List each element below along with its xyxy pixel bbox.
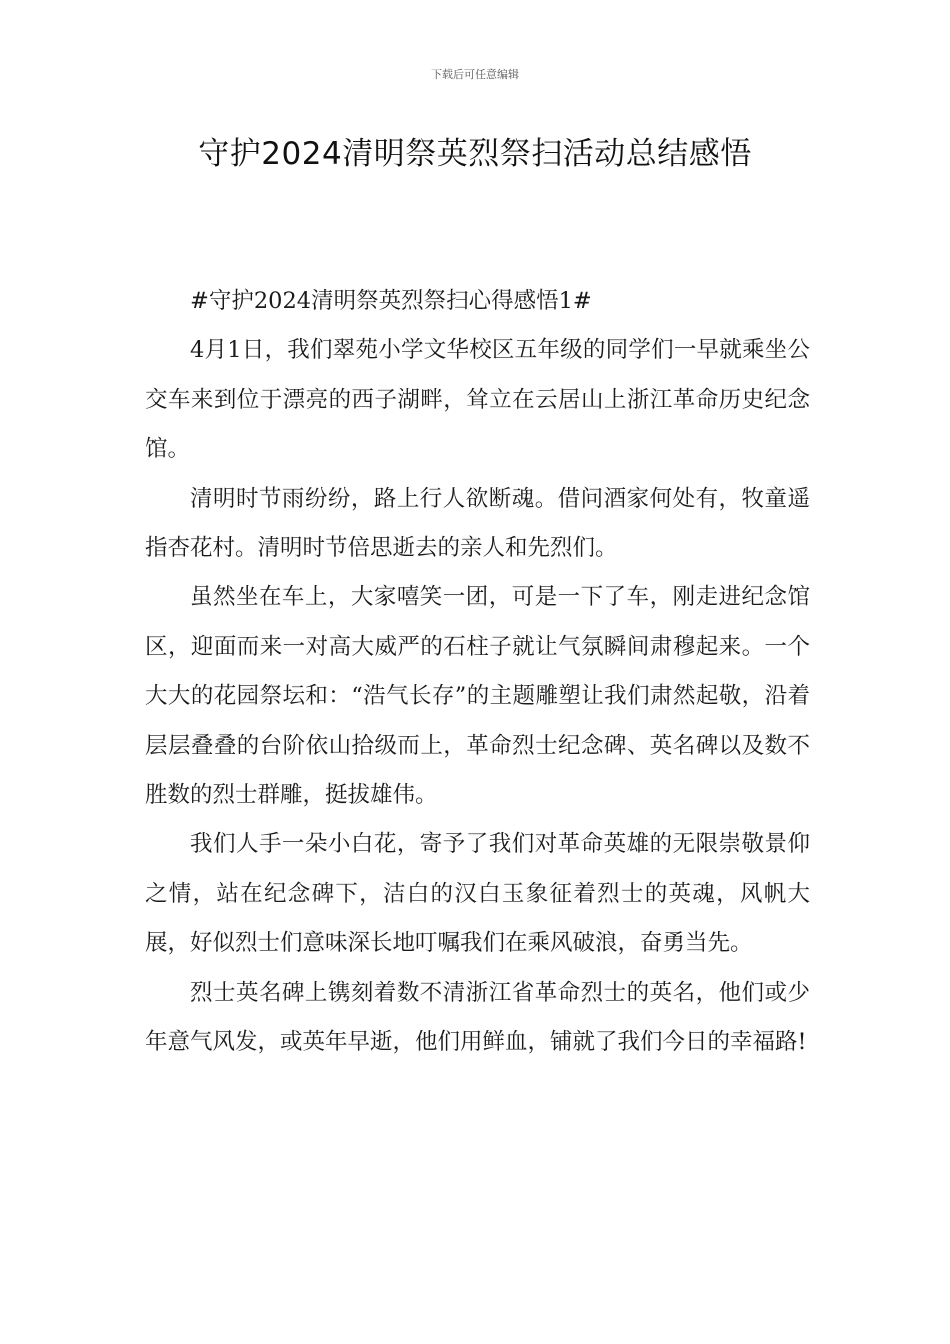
paragraph-subheading: #守护2024清明祭英烈祭扫心得感悟1# bbox=[190, 288, 592, 314]
paragraph: 4月1日，我们翠苑小学文华校区五年级的同学们一早就乘坐公交车来到位于漂亮的西子湖畔，耸立在云居山上浙江革命历史纪念馆。 bbox=[145, 337, 810, 463]
paragraph: 我们人手一朵小白花，寄予了我们对革命英雄的无限崇敬景仰之情，站在纪念碑下，洁白的汉白玉象征着烈士的英魂，风帆大展，好似烈士们意味深长地叮嘱我们在乘风破浪，奋勇当先。 bbox=[145, 831, 810, 957]
header-note: 下载后可任意编辑 bbox=[431, 68, 519, 81]
paragraph: 虽然坐在车上，大家嘻笑一团，可是一下了车，刚走进纪念馆区，迎面而来一对高大威严的石柱子就让气氛瞬间肃穆起来。一个大大的花园祭坛和：“浩气长存”的主题雕塑让我们肃然起敬，沿着层层叠叠的台阶依山拾级而上，革命烈士纪念碑、英名碑以及数不胜数的烈士群雕，挺拔雄伟。 bbox=[145, 584, 810, 809]
paragraph: 清明时节雨纷纷，路上行人欲断魂。借问酒家何处有，牧童遥指杏花村。清明时节倍思逝去的亲人和先烈们。 bbox=[145, 485, 810, 562]
document-body bbox=[145, 277, 810, 1068]
document-title: 守护2024清明祭英烈祭扫活动总结感悟 bbox=[198, 136, 752, 172]
paragraph: 烈士英名碑上镌刻着数不清浙江省革命烈士的英名，他们或少年意气风发，或英年早逝，他们用鲜血，铺就了我们今日的幸福路! bbox=[145, 979, 810, 1056]
